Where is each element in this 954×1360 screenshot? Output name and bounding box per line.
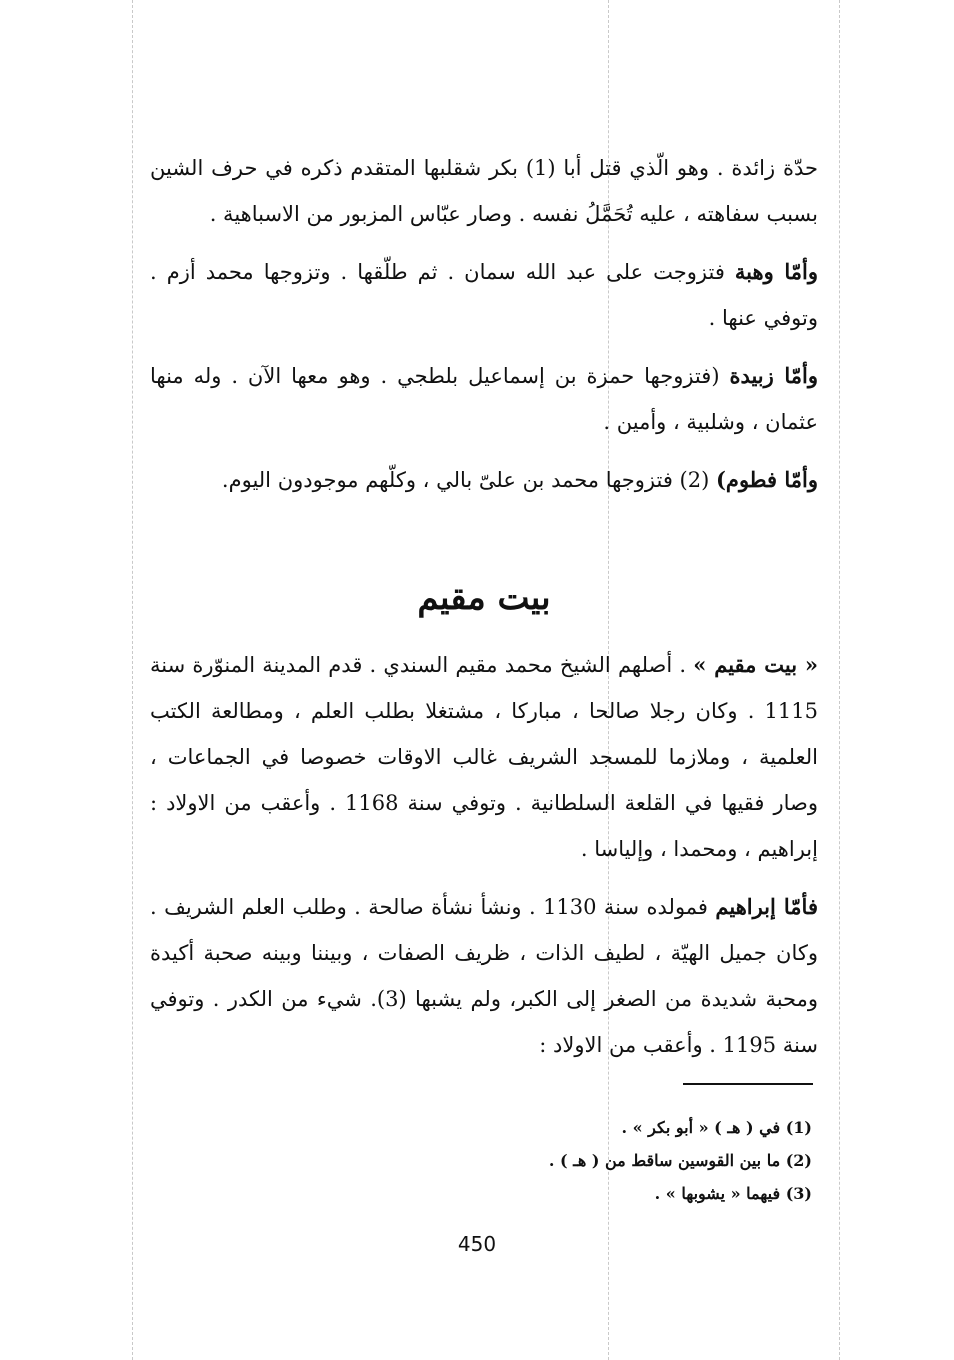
section-heading: بيت مقيم: [417, 578, 551, 618]
footnote-separator: [683, 1083, 813, 1085]
body-text-section: [150, 642, 818, 1068]
scan-guide-line: [132, 0, 133, 1360]
page-number: 450: [457, 1232, 497, 1256]
footnote: (1) في ( هـ ) « أبو بكر » .: [621, 1118, 812, 1137]
paragraph: حدّة زائدة . وهو الّذي قتل أبا (1) بكر شقلبها المتقدم ذكره في حرف الشين بسبب سفاهته ، عليه تُحَمَّلُ نفسه . وصار عبّاس المزبور من الاسباهية .: [150, 156, 818, 226]
paragraph: وأمّا فطوم) (2) فتزوجها محمد بن علىّ بالي ، وكلّهم موجودون اليوم.: [221, 467, 818, 492]
paragraph: وأمّا زبيدة (فتزوجها حمزة بن إسماعيل بلطجي . وهو معها الآن . وله منها عثمان ، وشلبية ، وأمين .: [150, 363, 818, 434]
footnote: (2) ما بين القوسين ساقط من ( هـ ) .: [548, 1151, 812, 1170]
paragraph: فأمّا إبراهيم فمولده سنة 1130 . ونشأ نشأة صالحة . وطلب العلم الشريف . وكان جميل الهيّة ، لطيف الذات ، ظريف الصفات ، وبيننا وبينه صحبة أكيدة ومحبة شديدة من الصغر إلى الكبر، ولم يشبها (3). شيء من الكدر . وتوفي سنة 1195 . وأعقب من الاولاد :: [150, 894, 818, 1057]
body-text-top: [150, 145, 818, 503]
paragraph: « بيت مقيم » . أصلهم الشيخ محمد مقيم السندي . قدم المدينة المنوّرة سنة 1115 . وكان رجلا صالحا ، مباركا ، مشتغلا بطلب العلم ، ومطالعة الكتب العلمية ، وملازما للمسجد الشريف غالب الاوقات خصوصا في الجماعات ، وصار فقيها في القلعة السلطانية . وتوفي سنة 1168 . وأعقب من الاولاد : إبراهيم ، ومحمدا ، وإلياسا .: [150, 652, 819, 861]
scan-guide-line: [839, 0, 840, 1360]
footnote: (3) فيهما « يشوبها » .: [654, 1184, 812, 1203]
paragraph: وأمّا وهبة فتزوجت على عبد الله سمان . ثم طلّقها . وتزوجها محمد أزم . وتوفي عنها .: [150, 259, 819, 330]
